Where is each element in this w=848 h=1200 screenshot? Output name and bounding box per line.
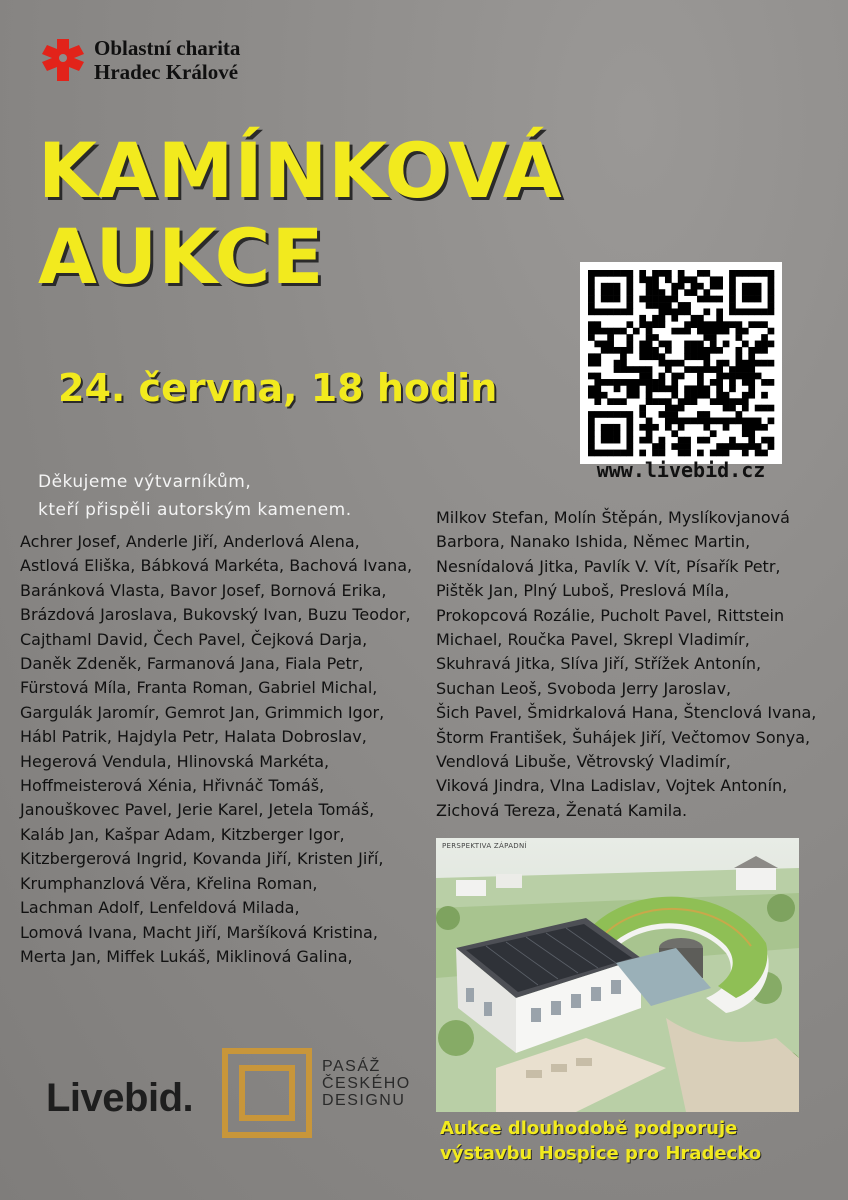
artist-names-line: Štorm František, Šuhájek Jiří, Večtomov Sonya, [436, 727, 811, 747]
artist-names-line: Fürstová Míla, Franta Roman, Gabriel Michal, [20, 678, 378, 698]
caption-line2: výstavbu Hospice pro Hradecko [440, 1143, 762, 1164]
artist-names-line: Hoffmeisterová Xénia, Hřivnáč Tomáš, [20, 776, 325, 796]
artist-names-line: Astlová Eliška, Bábková Markéta, Bachová Ivana, [20, 556, 413, 576]
website-url[interactable]: www.livebid.cz [596, 458, 766, 482]
artist-names-line: Suchan Leoš, Svoboda Jerry Jaroslav, [436, 678, 732, 698]
thanks-line2: kteří přispěli autorským kamenem. [38, 500, 352, 520]
thanks-text [38, 468, 352, 524]
artist-names-line: Skuhravá Jitka, Slíva Jiří, Střížek Antonín, [436, 654, 762, 674]
artist-names-line: Pištěk Jan, Plný Luboš, Preslová Míla, [436, 581, 730, 601]
artist-names-line: Milkov Stefan, Molín Štěpán, Myslíkovjanová [436, 508, 790, 527]
pasaz-text [322, 1058, 411, 1109]
artists-list-column-2 [436, 506, 836, 823]
artist-names-line: Vendlová Libuše, Větrovský Vladimír, [436, 752, 731, 772]
title-line1: KAMÍNKOVÁ [38, 126, 563, 215]
artist-names-line: Hegerová Vendula, Hlinovská Markéta, [20, 751, 330, 771]
caption-line1: Aukce dlouhodobě podporuje [440, 1118, 738, 1139]
artist-names-line: Brázdová Jaroslava, Bukovský Ivan, Buzu Teodor, [20, 605, 411, 625]
artist-names-line: Prokopcová Rozálie, Pucholt Pavel, Rittstein [436, 605, 785, 625]
qr-code[interactable] [580, 262, 782, 464]
artist-names-line: Merta Jan, Miffek Lukáš, Miklinová Galina, [20, 946, 353, 966]
artist-names-line: Nesnídalová Jitka, Pavlík V. Vít, Písařík Petr, [436, 556, 781, 576]
pasaz-square-icon [222, 1048, 312, 1138]
thanks-line1: Děkujeme výtvarníkům, [38, 472, 252, 492]
livebid-logo: Livebid. [46, 1076, 194, 1120]
artist-names-line: Achrer Josef, Anderle Jiří, Anderlová Alena, [20, 532, 360, 551]
artist-names-line: Krumphanzlová Věra, Křelina Roman, [20, 873, 318, 893]
pasaz-line1: PASÁŽ [322, 1058, 381, 1075]
event-date: 24. června, 18 hodin [58, 366, 498, 410]
artist-names-line: Šich Pavel, Šmidrkalová Hana, Štenclová Ivana, [436, 703, 817, 723]
org-name-line2: Hradec Králové [94, 60, 239, 84]
artist-names-line: Lachman Adolf, Lenfeldová Milada, [20, 898, 300, 918]
pasaz-line3: DESIGNU [322, 1092, 406, 1109]
org-logo [40, 36, 240, 84]
artist-names-line: Kaláb Jan, Kašpar Adam, Kitzberger Igor, [20, 824, 345, 844]
pasaz-line2: ČESKÉHO [322, 1075, 411, 1092]
caritas-cross-icon [40, 37, 86, 83]
artist-names-line: Hábl Patrik, Hajdyla Petr, Halata Dobroslav, [20, 727, 367, 747]
artist-names-line: Daněk Zdeněk, Farmanová Jana, Fiala Petr, [20, 654, 364, 674]
qr-code-icon [580, 262, 782, 464]
artist-names-line: Janouškovec Pavel, Jerie Karel, Jetela Tomáš, [20, 800, 375, 820]
artists-list-column-1 [20, 530, 420, 969]
artist-names-line: Viková Jindra, Vlna Ladislav, Vojtek Antonín, [436, 776, 788, 796]
pasaz-ceskeho-designu-logo [222, 1048, 411, 1138]
artist-names-line: Lomová Ivana, Macht Jiří, Maršíková Kristina, [20, 922, 378, 942]
artist-names-line: Cajthaml David, Čech Pavel, Čejková Darja, [20, 629, 368, 649]
title-line2: AUKCE [38, 212, 325, 301]
org-name-line1: Oblastní charita [94, 36, 241, 60]
hospice-building-image [436, 838, 799, 1112]
hospice-rendering [436, 838, 799, 1112]
artist-names-line: Baránková Vlasta, Bavor Josef, Bornová Erika, [20, 580, 387, 600]
artist-names-line: Michael, Roučka Pavel, Skrepl Vladimír, [436, 630, 750, 650]
event-title [38, 128, 563, 300]
artist-names-line: Gargulák Jaromír, Gemrot Jan, Grimmich Igor, [20, 702, 385, 722]
render-label: PERSPEKTIVA ZÁPADNÍ [442, 842, 527, 850]
auction-caption [440, 1116, 840, 1166]
artist-names-line: Barbora, Nanako Ishida, Němec Martin, [436, 532, 751, 552]
org-name [94, 36, 240, 84]
artist-names-line: Kitzbergerová Ingrid, Kovanda Jiří, Kristen Jiří, [20, 849, 384, 869]
artist-names-line: Zichová Tereza, Ženatá Kamila. [436, 800, 688, 820]
